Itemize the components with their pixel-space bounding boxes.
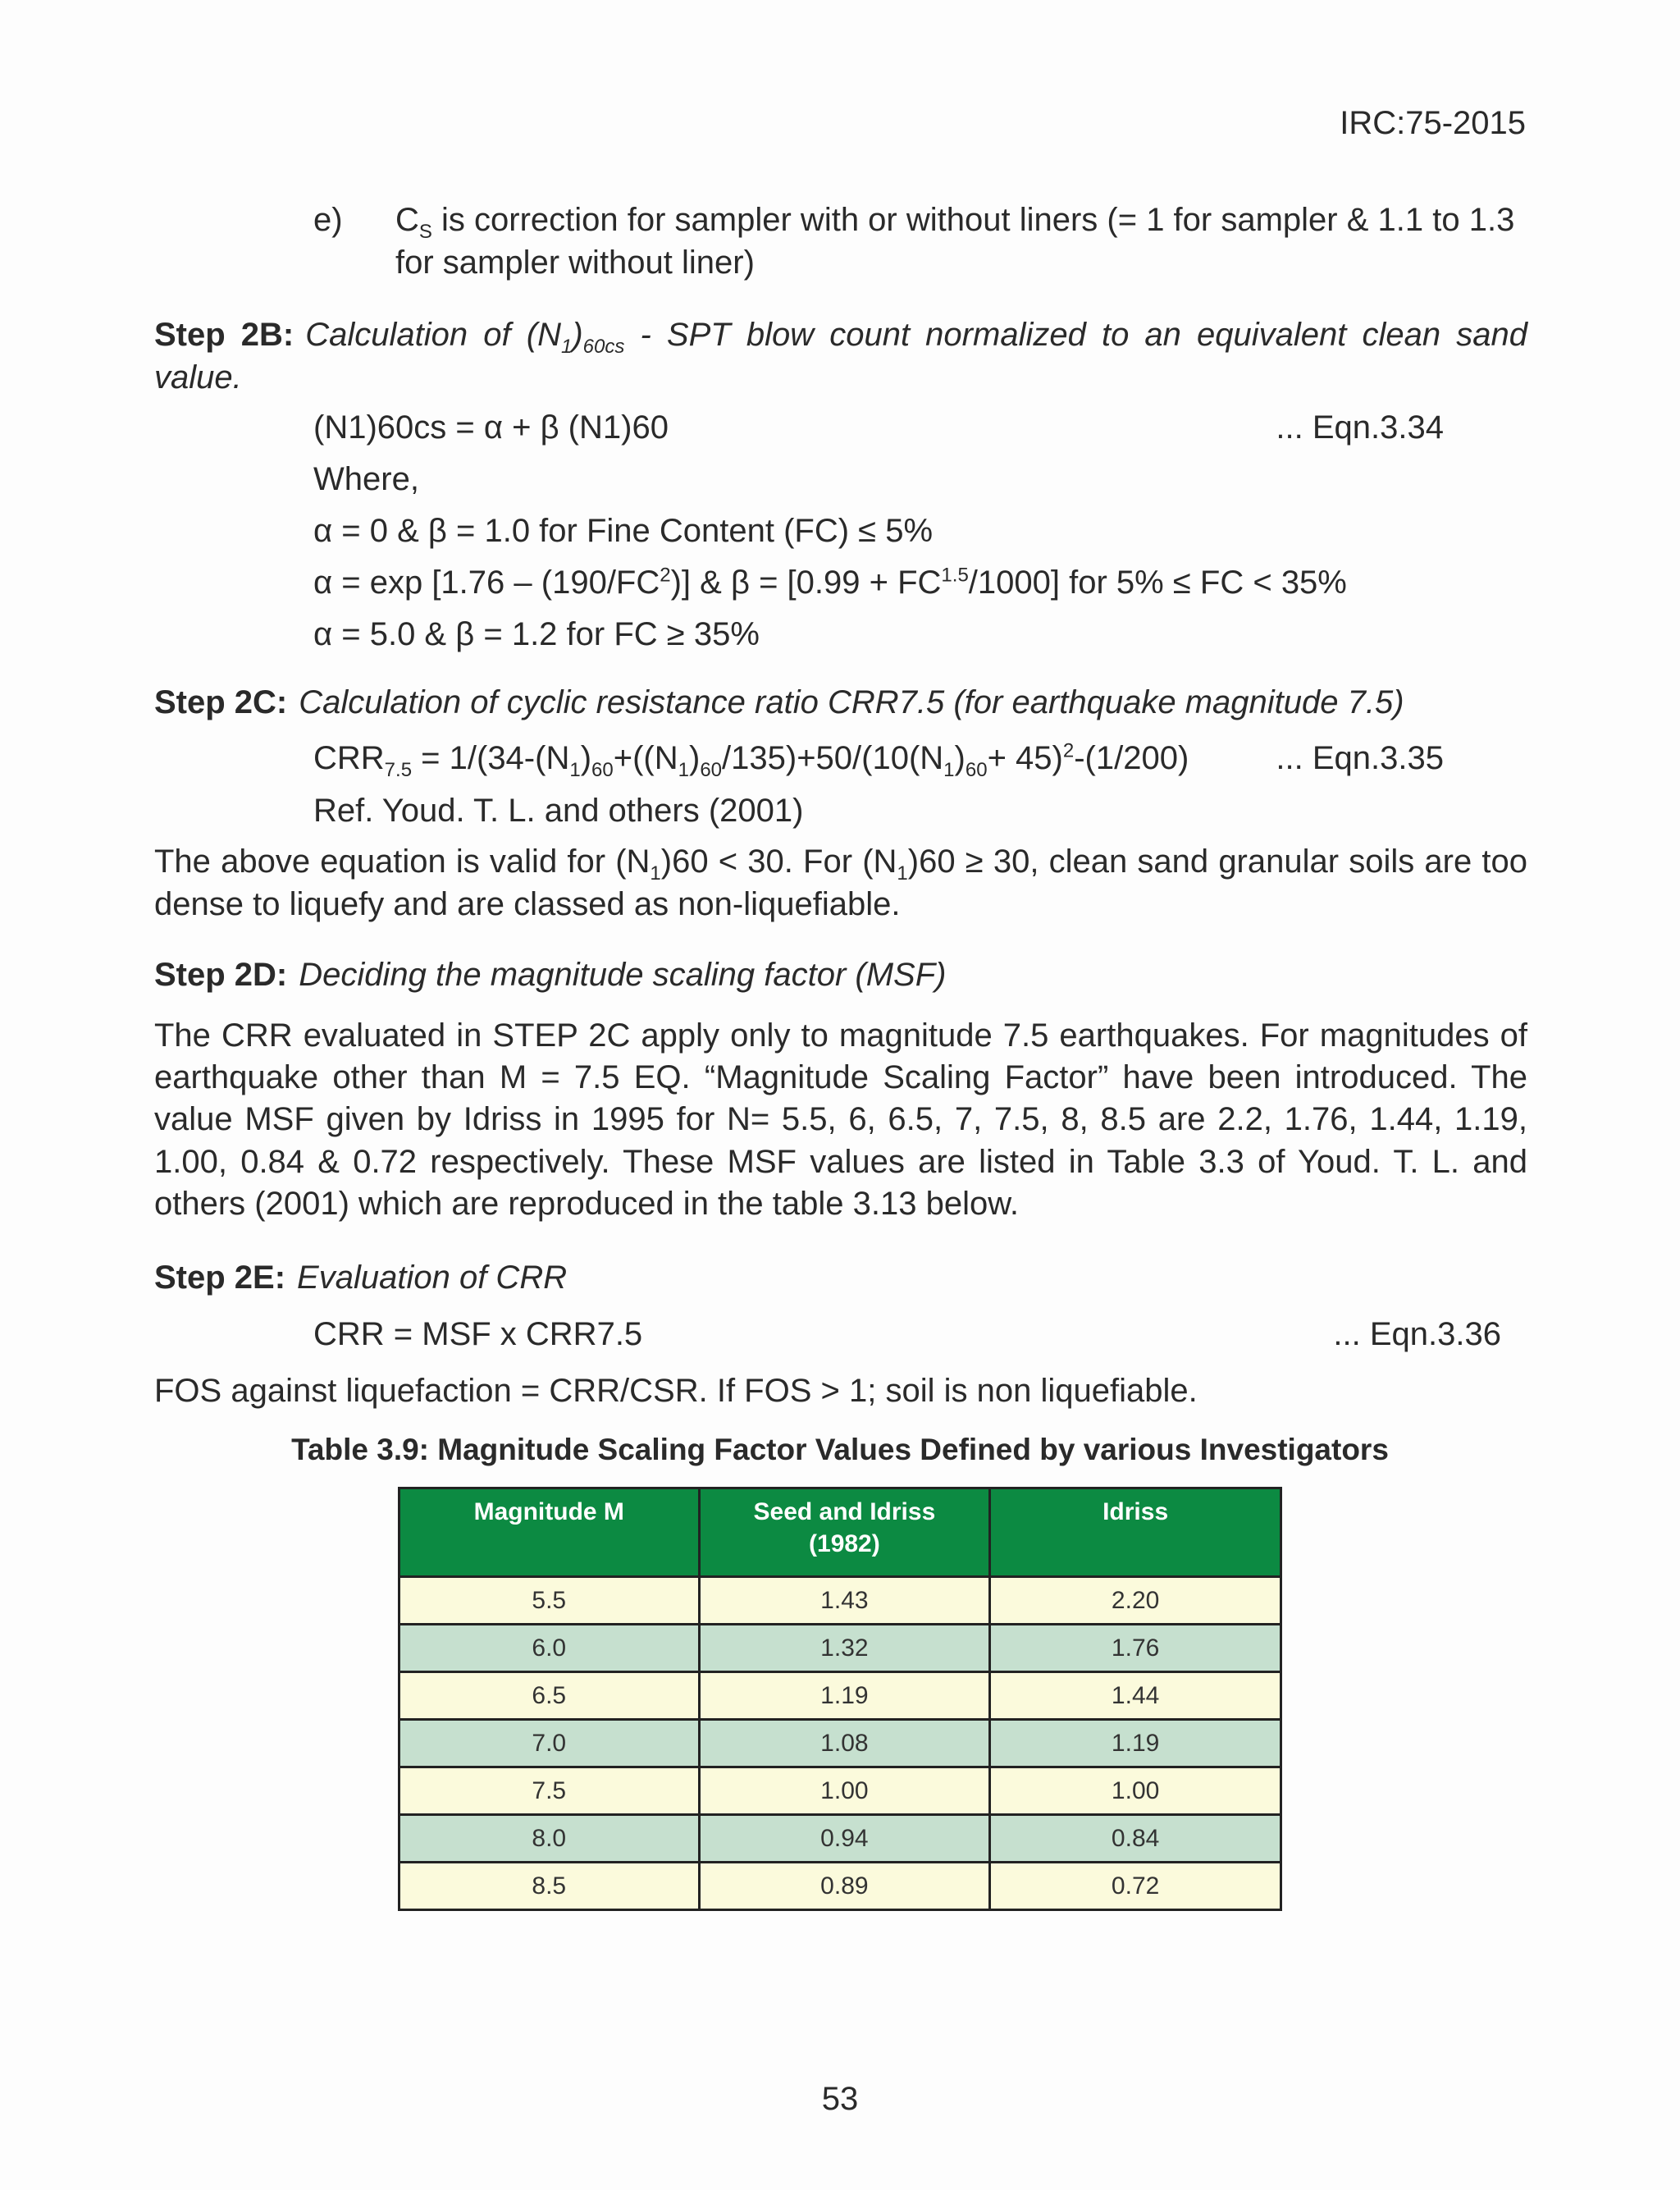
msf-table xyxy=(398,1487,1282,1911)
table-cell: 0.94 xyxy=(699,1815,990,1863)
table-cell: 2.20 xyxy=(990,1577,1281,1625)
item-e-body: is correction for sampler with or without liners (= 1 for sampler & 1.1 to 1.3 for sampler without liner) xyxy=(395,202,1515,281)
msf-paragraph: The CRR evaluated in STEP 2C apply only to magnitude 7.5 earthquakes. For magnitudes of earthquake other than M = 7.5 EQ. “Magnitude Scaling Factor” have been introduced. The value MSF given by Idriss in 1995 for N= 5.5, 6, 6.5, 7, 7.5, 8, 8.5 are 2.2, 1.76, 1.44, 1.19, 1.00, 0.84 & 0.72 respectively. These MSF values are listed in Table 3.3 of Youd. T. L. and others (2001) which are reproduced in the table 3.13 below. xyxy=(154,1017,1527,1222)
cs-subscript: S xyxy=(418,221,432,243)
document-code-header: IRC:75-2015 xyxy=(1340,105,1526,141)
step-title: Calculation of $(N_1)_{60cs}$ - SPT blow count normalized to an equivalent clean sand value. xyxy=(154,317,1528,395)
equation-ref: ... Eqn.3.34 xyxy=(1276,409,1444,446)
step-2c-heading xyxy=(154,681,1527,724)
cs-symbol: C xyxy=(395,202,419,238)
table-row xyxy=(399,1863,1281,1910)
column-header-magnitude: Magnitude M xyxy=(399,1488,700,1577)
step-label: Step 2D: xyxy=(154,957,288,993)
where-label: Where, xyxy=(313,461,419,497)
table-cell: 8.5 xyxy=(399,1863,700,1910)
list-item-text xyxy=(395,199,1527,284)
condition-line: α = 0 & β = 1.0 for Fine Content (FC) ≤ 5% xyxy=(313,513,934,549)
table-row xyxy=(399,1672,1281,1720)
table-cell: 7.0 xyxy=(399,1720,700,1767)
step-title: Deciding the magnitude scaling factor (MSF) xyxy=(299,957,947,993)
step-2b-heading xyxy=(154,313,1527,399)
table-cell: 1.76 xyxy=(990,1625,1281,1672)
step-label: Step 2B: xyxy=(154,317,294,353)
table-cell: 1.19 xyxy=(699,1672,990,1720)
table-row xyxy=(399,1767,1281,1815)
step-title: Calculation of cyclic resistance ratio CRR7.5 (for earthquake magnitude 7.5) xyxy=(299,684,1404,720)
equation-ref: ... Eqn.3.35 xyxy=(1276,740,1444,776)
table-cell: 8.0 xyxy=(399,1815,700,1863)
table-row xyxy=(399,1815,1281,1863)
reference-line: Ref. Youd. T. L. and others (2001) xyxy=(313,793,804,829)
step-label: Step 2E: xyxy=(154,1260,286,1296)
step-2d-heading xyxy=(154,953,1527,996)
equation-3-35: $CRR_{7.5} = 1/(34-(N_1)_{60}+((N_1)_{60}/135)+50/(10(N_1)_{60}+ 45)^2-(1/200)$ xyxy=(313,739,1189,781)
column-header-seed-idriss: Seed and Idriss (1982) xyxy=(699,1488,990,1577)
equation-3-34: (N1)60cs = α + β (N1)60 xyxy=(313,409,669,446)
table-row xyxy=(399,1720,1281,1767)
table-cell: 0.72 xyxy=(990,1863,1281,1910)
table-cell: 6.0 xyxy=(399,1625,700,1672)
table-header-row xyxy=(399,1488,1281,1577)
table-cell: 1.08 xyxy=(699,1720,990,1767)
table-cell: 1.19 xyxy=(990,1720,1281,1767)
table-cell: 0.84 xyxy=(990,1815,1281,1863)
equation-3-36: CRR = MSF x CRR7.5 xyxy=(313,1316,643,1352)
table-caption: Table 3.9: Magnitude Scaling Factor Values Defined by various Investigators xyxy=(291,1433,1389,1466)
table-cell: 1.32 xyxy=(699,1625,990,1672)
table-cell: 1.44 xyxy=(990,1672,1281,1720)
table-cell: 1.43 xyxy=(699,1577,990,1625)
table-row xyxy=(399,1577,1281,1625)
condition-line: $\alpha = \exp [1.76 - (190/FC^2)]$ & $\beta = [0.99 + FC^{1.5}/1000]$ for 5% ≤ FC < 35% xyxy=(313,564,1347,601)
condition-line: α = 5.0 & β = 1.2 for FC ≥ 35% xyxy=(313,616,760,652)
column-header-idriss: Idriss xyxy=(990,1488,1281,1577)
step-2e-heading xyxy=(154,1256,1527,1299)
table-cell: 1.00 xyxy=(699,1767,990,1815)
fos-line: FOS against liquefaction = CRR/CSR. If FOS > 1; soil is non liquefiable. xyxy=(154,1373,1198,1409)
table-cell: 6.5 xyxy=(399,1672,700,1720)
list-item-label: e) xyxy=(313,202,343,238)
table-cell: 1.00 xyxy=(990,1767,1281,1815)
equation-ref: ... Eqn.3.36 xyxy=(1333,1316,1501,1352)
table-cell: 5.5 xyxy=(399,1577,700,1625)
page-number: 53 xyxy=(821,2081,859,2117)
table-row xyxy=(399,1625,1281,1672)
table-cell: 7.5 xyxy=(399,1767,700,1815)
step-title: Evaluation of CRR xyxy=(297,1260,568,1296)
validity-paragraph: The above equation is valid for $(N_1)60 < 30$. For $(N_1)60 \ge 30$, clean sand granular soils are too dense to liquefy and are classed as non-liquefiable. xyxy=(154,844,1527,922)
table-cell: 0.89 xyxy=(699,1863,990,1910)
step-label: Step 2C: xyxy=(154,684,288,720)
